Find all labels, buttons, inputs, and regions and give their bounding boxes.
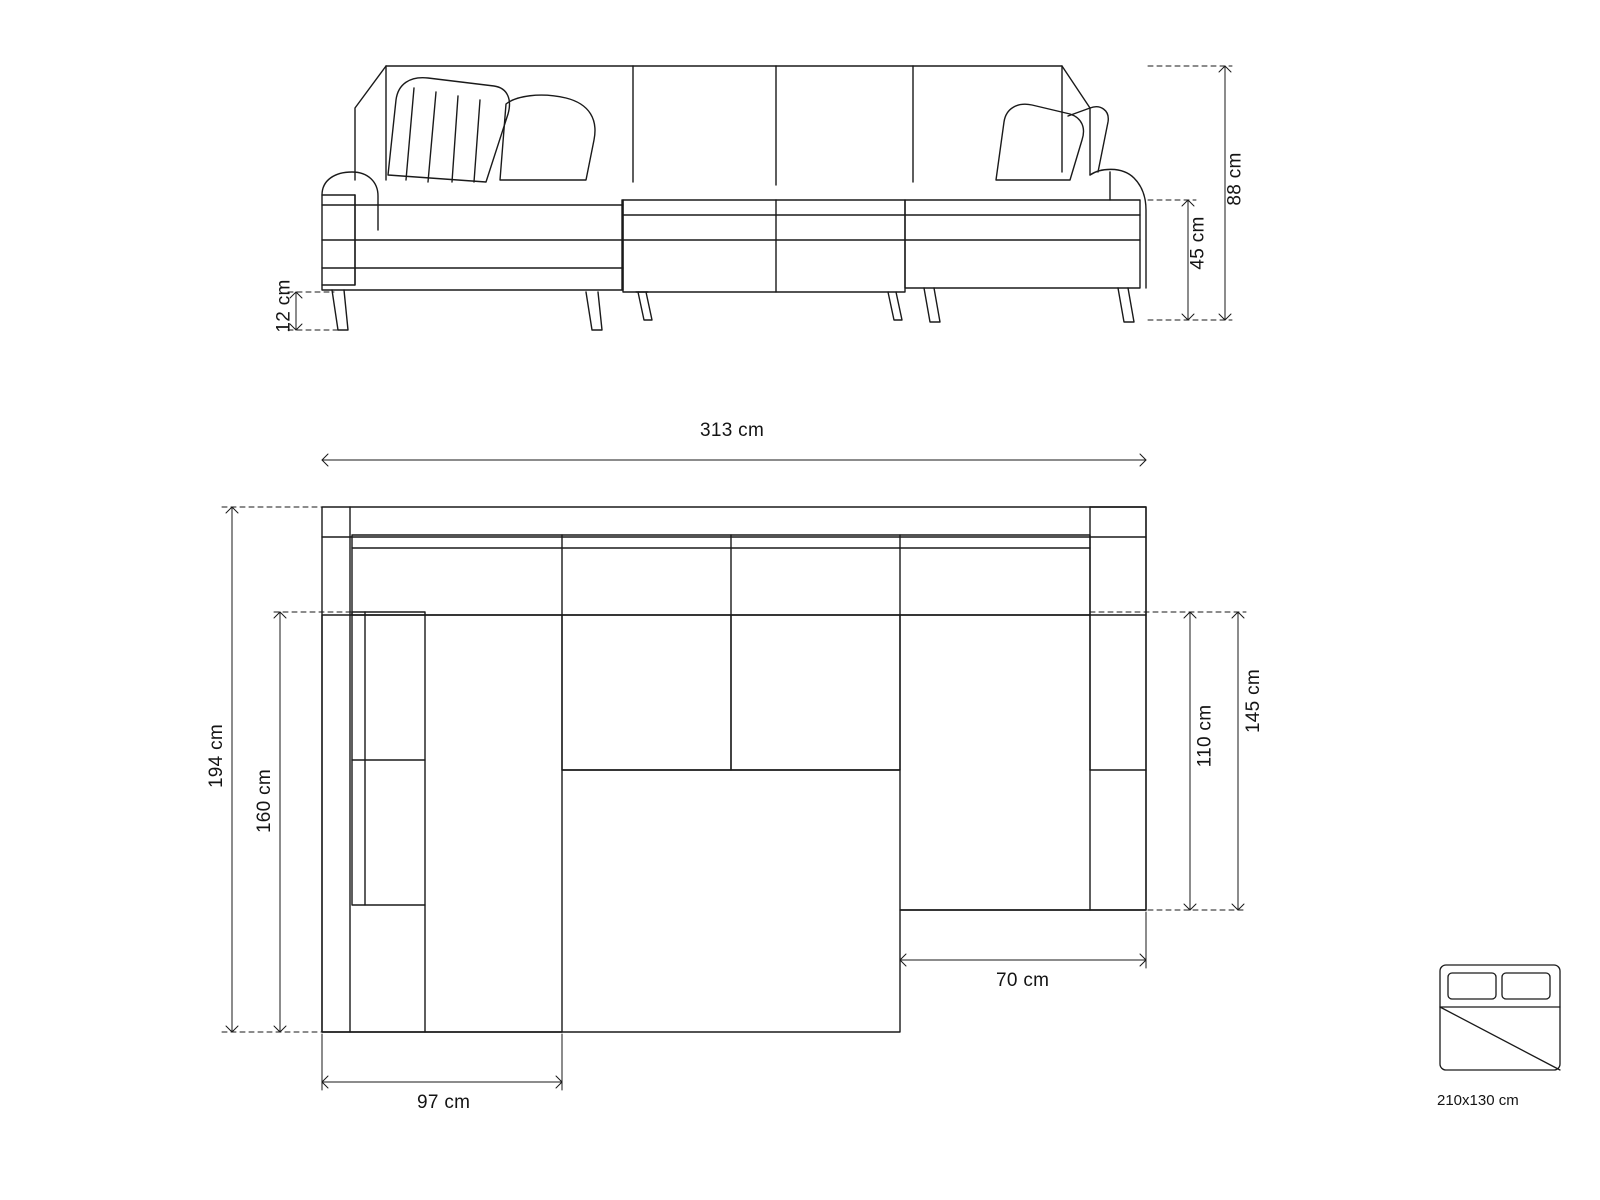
dim-depth-left-module-label: 160 cm: [254, 768, 276, 834]
bed-size-label: 210x130 cm: [1437, 1092, 1519, 1109]
dim-depth-chaise-label: 110 cm: [1194, 704, 1216, 768]
dim-seat-height-label: 45 cm: [1187, 216, 1209, 270]
dim-depth-right-module-label: 145 cm: [1243, 668, 1265, 734]
front-elevation-group: [322, 66, 1146, 330]
dim-leg-height-label: 12 cm: [273, 279, 295, 333]
top-plan-group: [322, 507, 1146, 1032]
bed-icon: [1440, 965, 1560, 1070]
dim-width-chaise-label: 70 cm: [996, 970, 1050, 991]
dim-depth-total-label: 194 cm: [206, 723, 228, 789]
dim-height-total-label: 88 cm: [1224, 152, 1246, 206]
dim-width-total-label: 313 cm: [700, 420, 765, 441]
dim-width-left-module-label: 97 cm: [417, 1092, 471, 1113]
